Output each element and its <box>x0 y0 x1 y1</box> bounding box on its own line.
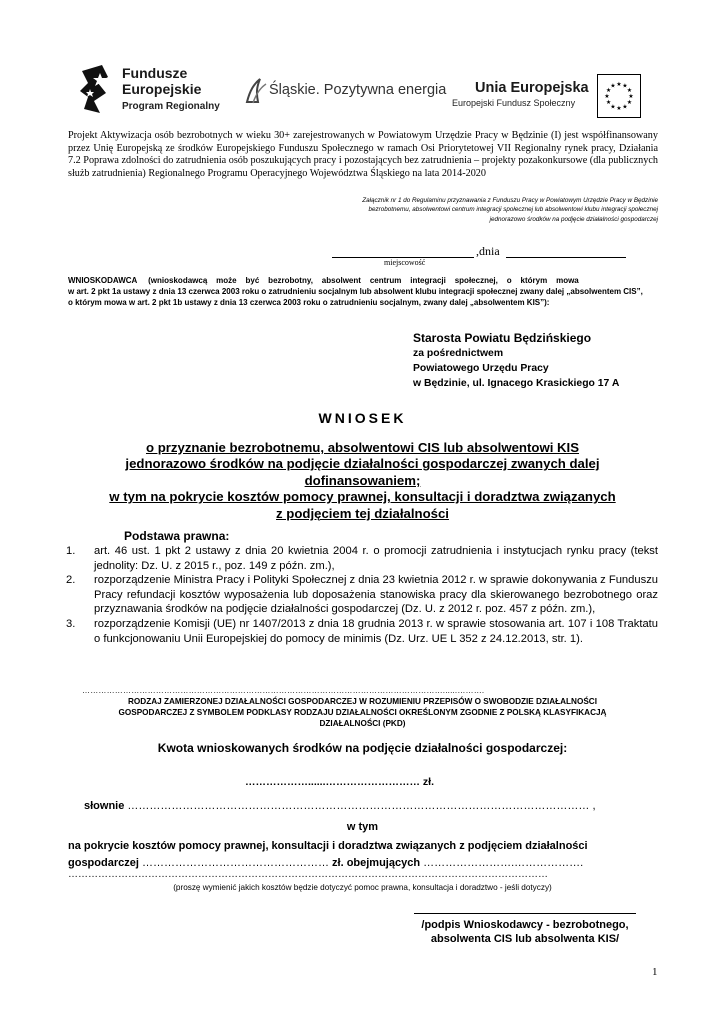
ue-logo-title: Unia Europejska <box>475 80 589 96</box>
amount-field[interactable]: ………………......……………………… zł. <box>245 776 435 788</box>
svg-text:★: ★ <box>616 81 622 88</box>
applicant-line2: w art. 2 pkt 1a ustawy z dnia 13 czerwca 2003 roku o zatrudnieniu socjalnym lub absolwent klubu integracji społecznej zwany dalej „absolwentem CIS”, <box>68 287 643 296</box>
legal-basis-text: rozporządzenie Ministra Pracy i Polityki Społecznej z dnia 23 kwietnia 2012 r. w sprawie dokonywania z Funduszu Pracy refundacji kosztów wyposażenia lub doposażenia stanowiska pracy dla skierowanego bezrobotnego oraz przyznawania środków na podjęcie działalności gospodarczej (Dz. U. z 2012 r. poz. 457 z późn. zm.), <box>94 574 659 616</box>
fe-logo-line1: Fundusze <box>122 65 188 81</box>
applicant-line1: WNIOSKODAWCA (wnioskodawcą może być bezrobotny, absolwent centrum integracji społecznej, o którym mowa <box>68 276 579 285</box>
svg-text:★: ★ <box>626 99 633 106</box>
subtitle-line3: dofinansowaniem; <box>304 472 421 488</box>
legal-basis-list <box>66 544 658 646</box>
svg-text:★: ★ <box>605 99 612 106</box>
subtitle-line4: w tym na pokrycie kosztów pomocy prawnej, konsultacji i doradztwa związanych <box>109 489 616 505</box>
document-subtitle <box>90 440 635 522</box>
applicant-line3: o którym mowa w art. 2 pkt 1b ustawy z dnia 13 czerwca 2003 roku o zatrudnieniu socjalnym, zwany dalej „absolwentem KIS”): <box>68 298 550 307</box>
svg-text:★: ★ <box>604 93 610 100</box>
fundusze-europejskie-logo-icon <box>78 63 116 115</box>
legal-costs-scope-field[interactable]: …………………….………………. <box>423 857 584 869</box>
svg-text:★: ★ <box>610 103 616 111</box>
subtitle-line2: jednorazowo środków na podjęcie działalności gospodarczej zwanych dalej <box>125 456 600 472</box>
slaskie-logo-icon <box>244 76 268 106</box>
svg-text:★: ★ <box>622 82 628 90</box>
place-label: miejscowość <box>384 258 426 267</box>
svg-text:★: ★ <box>628 93 634 100</box>
legal-basis-text: rozporządzenie Komisji (UE) nr 1407/2013 z dnia 18 grudnia 2013 r. w sprawie stosowania art. 107 i 108 Traktatu o funkcjonowaniu Unii Europejskiej do pomocy de minimis (Dz. Urz. UE L 352 z 24.12.2013, str. 1). <box>94 617 658 645</box>
svg-text:★: ★ <box>610 82 616 90</box>
attachment-note <box>310 196 658 224</box>
legal-basis-item <box>66 617 658 646</box>
date-field[interactable] <box>506 247 626 258</box>
legal-costs-label-b: zł. obejmujących <box>332 857 421 869</box>
svg-text:★: ★ <box>622 103 628 111</box>
page-number: 1 <box>652 966 658 978</box>
legal-basis-number: 1. <box>66 545 76 557</box>
business-label-line3: DZIAŁALNOŚCI (PKD) <box>319 719 406 728</box>
legal-costs-label-a: gospodarczej <box>68 857 139 869</box>
addressee-line2: za pośrednictwem <box>413 348 504 359</box>
svg-text:★: ★ <box>605 87 612 94</box>
including-label: w tym <box>346 821 379 833</box>
business-label-line1: RODZAJ ZAMIERZONEJ DZIAŁALNOŚCI GOSPODARCZEJ W ROZUMIENIU PRZEPISÓW O SWOBODZIE DZIAŁALNOŚCI <box>128 697 597 706</box>
project-intro: Projekt Aktywizacja osób bezrobotnych w wieku 30+ zarejestrowanych w Powiatowym Urzędzie Pracy w Będzinie (I) jest współfinansowany przez Unię Europejską ze środków Europejskiego Funduszu Społecznego w ramach Osi Priorytetowej VII Regionalny rynek pracy, Działania 7.2 Poprawa zdolności do zatrudnienia osób poszukujących pracy i pozostających bez zatrudnienia – projekty pozakonkursowe (dla publicznych służb zatrudnienia) Regionalnego Programu Operacyjnego Województwa Śląskiego na lata 2014-2020 <box>68 130 658 180</box>
legal-basis-number: 3. <box>66 617 76 630</box>
legal-basis-item <box>66 544 658 573</box>
attachment-line1: Załącznik nr 1 do Regulaminu przyznawania z Funduszu Pracy w Powiatowym Urzędzie Pracy w Będzinie <box>362 197 658 204</box>
business-label-line2: GOSPODARCZEJ Z SYMBOLEM PODKLASY RODZAJU DZIAŁALNOŚCI OKREŚLONYM ZGODNIE Z POLSKĄ KLASYFIKACJĄ <box>118 708 607 717</box>
legal-basis-text: art. 46 ust. 1 pkt 2 ustawy z dnia 20 kwietnia 2004 r. o promocji zatrudnienia i instytucjach rynku pracy (tekst jednolity: Dz. U. z 2015 r., poz. 149 z późn. zm.), <box>94 545 658 572</box>
svg-text:★: ★ <box>616 105 622 112</box>
amount-in-words-label: słownie <box>84 800 125 812</box>
attachment-line3: jednorazowo środków na podjęcie działalności gospodarczej <box>489 215 658 223</box>
legal-costs-line1: na pokrycie kosztów pomocy prawnej, konsultacji i doradztwa związanych z podjęciem działalności <box>68 840 588 852</box>
eu-flag-icon <box>597 74 641 118</box>
legal-costs-amount-field[interactable]: …………………………………………… <box>141 857 329 869</box>
addressee <box>413 330 619 391</box>
legal-costs-hint: (proszę wymienić jakich kosztów będzie dotyczyć pomoc prawna, konsultacja i doradztwo - jeśli dotyczy) <box>173 883 552 892</box>
applicant-note <box>68 275 658 308</box>
business-type-label <box>70 696 655 729</box>
business-type-field[interactable]: ……………………………………………………………………………………………………………………......………. <box>82 686 485 695</box>
legal-costs-description-field[interactable]: ……………………………………………………………………………………………………………………………… <box>68 869 548 880</box>
legal-basis-heading: Podstawa prawna: <box>124 529 230 543</box>
addressee-line1: Starosta Powiatu Będzińskiego <box>413 331 592 345</box>
fe-logo-line3: Program Regionalny <box>122 101 220 112</box>
addressee-line4: w Będzinie, ul. Ignacego Krasickiego 17 A <box>413 377 620 389</box>
date-label: ,dnia <box>476 244 500 258</box>
slaskie-logo-text: Śląskie. Pozytywna energia <box>269 82 447 98</box>
signature-label <box>400 918 650 946</box>
legal-basis-number: 2. <box>66 574 76 587</box>
amount-in-words-field[interactable]: ……………………………………………………………………………………………………………… , <box>127 800 596 812</box>
legal-basis-item <box>66 573 658 617</box>
place-field[interactable] <box>332 247 474 258</box>
addressee-line3: Powiatowego Urzędu Pracy <box>413 362 549 374</box>
signature-line1: /podpis Wnioskodawcy - bezrobotnego, <box>421 919 629 931</box>
signature-line2: absolwenta CIS lub absolwenta KIS/ <box>430 933 620 945</box>
signature-field[interactable] <box>414 913 636 914</box>
attachment-line2: bezrobotnemu, absolwentowi centrum integracji społecznej lub absolwentowi klubu integracji społecznej <box>368 206 658 214</box>
subtitle-line5: z podjęciem tej działalności <box>276 505 449 521</box>
subtitle-line1: o przyznanie bezrobotnemu, absolwentowi CIS lub absolwentowi KIS <box>145 440 580 455</box>
amount-in-words-row <box>84 800 658 812</box>
document-title: WNIOSEK <box>318 410 407 426</box>
fe-logo-line2: Europejskie <box>122 81 202 97</box>
ue-logo-subtitle: Europejski Fundusz Społeczny <box>452 98 576 108</box>
amount-heading: Kwota wnioskowanych środków na podjęcie działalności gospodarczej: <box>157 741 568 755</box>
svg-text:★: ★ <box>626 87 633 94</box>
legal-costs-block <box>68 838 658 872</box>
